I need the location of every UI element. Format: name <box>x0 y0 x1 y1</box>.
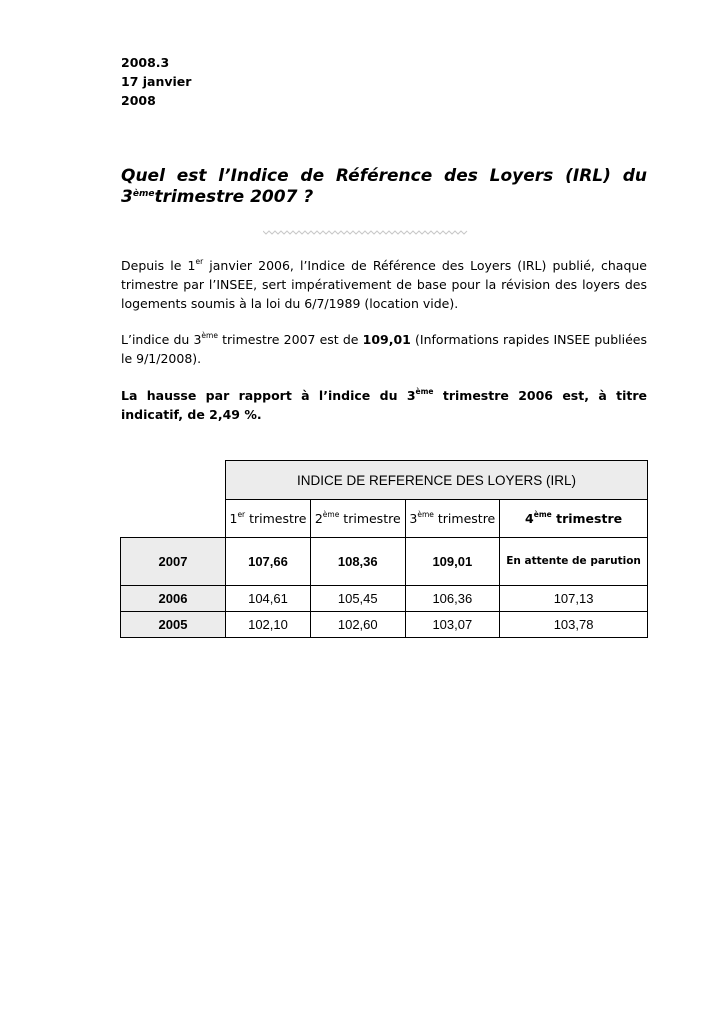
value-cell: 102,10 <box>226 612 311 638</box>
header-year: 2008 <box>121 93 156 108</box>
title-word: des <box>444 166 478 186</box>
blank-cell <box>121 461 226 500</box>
title-rest: trimestre 2007 ? <box>154 187 314 207</box>
title-word: l’Indice <box>218 166 289 186</box>
table-title: INDICE DE REFERENCE DES LOYERS (IRL) <box>226 461 648 500</box>
value-cell: 102,60 <box>310 612 405 638</box>
title-word: Loyers <box>489 166 554 186</box>
title-word: du <box>622 166 647 186</box>
title-word: est <box>176 166 207 186</box>
value-cell: 108,36 <box>310 538 405 586</box>
superscript: ème <box>415 387 434 396</box>
year-cell: 2005 <box>121 612 226 638</box>
year-cell: 2006 <box>121 586 226 612</box>
superscript: ème <box>201 331 218 340</box>
title-word: Référence <box>335 166 433 186</box>
page-title <box>121 166 647 208</box>
index-paragraph: L’indice du 3ème trimestre 2007 est de 109,01 (Informations rapides INSEE publiées le 9/1/2008). <box>121 331 647 366</box>
decorative-divider <box>263 227 468 237</box>
increase-paragraph: La hausse par rapport à l’indice du 3ème trimestre 2006 est, à titre indicatif, de 2,49 %. <box>121 387 647 422</box>
title-line-2 <box>121 187 647 208</box>
superscript: er <box>195 257 204 266</box>
document-header <box>121 53 191 110</box>
quarter-header: 1er trimestre <box>226 500 311 538</box>
quarter-header-row <box>121 500 648 538</box>
title-superscript: ème <box>132 189 155 199</box>
table-row <box>121 586 648 612</box>
reference-number: 2008.3 <box>121 55 170 70</box>
value-cell: 103,07 <box>405 612 500 638</box>
table-row <box>121 538 648 586</box>
title-word: Quel <box>121 166 165 186</box>
irl-table <box>120 460 648 638</box>
pending-cell: En attente de parution <box>500 538 648 586</box>
title-word: de <box>300 166 325 186</box>
value-cell: 104,61 <box>226 586 311 612</box>
quarter-header: 2ème trimestre <box>310 500 405 538</box>
year-cell: 2007 <box>121 538 226 586</box>
value-cell: 105,45 <box>310 586 405 612</box>
index-value: 109,01 <box>362 332 411 347</box>
intro-paragraph: Depuis le 1er janvier 2006, l’Indice de Référence des Loyers (IRL) publié, chaque trimestre par l’INSEE, sert impérativement de base pour la révision des loyers des logements soumis à la loi du 6/7/1989 (location vide). <box>121 257 647 311</box>
value-cell: 103,78 <box>500 612 648 638</box>
value-cell: 107,66 <box>226 538 311 586</box>
title-ordinal: 3 <box>121 187 133 207</box>
title-word: (IRL) <box>565 166 611 186</box>
value-cell: 109,01 <box>405 538 500 586</box>
table-title-row <box>121 461 648 500</box>
value-cell: 106,36 <box>405 586 500 612</box>
quarter-header: 4ème trimestre <box>500 500 648 538</box>
quarter-header: 3ème trimestre <box>405 500 500 538</box>
header-date: 17 janvier <box>121 74 192 89</box>
value-cell: 107,13 <box>500 586 648 612</box>
blank-cell <box>121 500 226 538</box>
title-line-1 <box>121 166 647 187</box>
table-row <box>121 612 648 638</box>
